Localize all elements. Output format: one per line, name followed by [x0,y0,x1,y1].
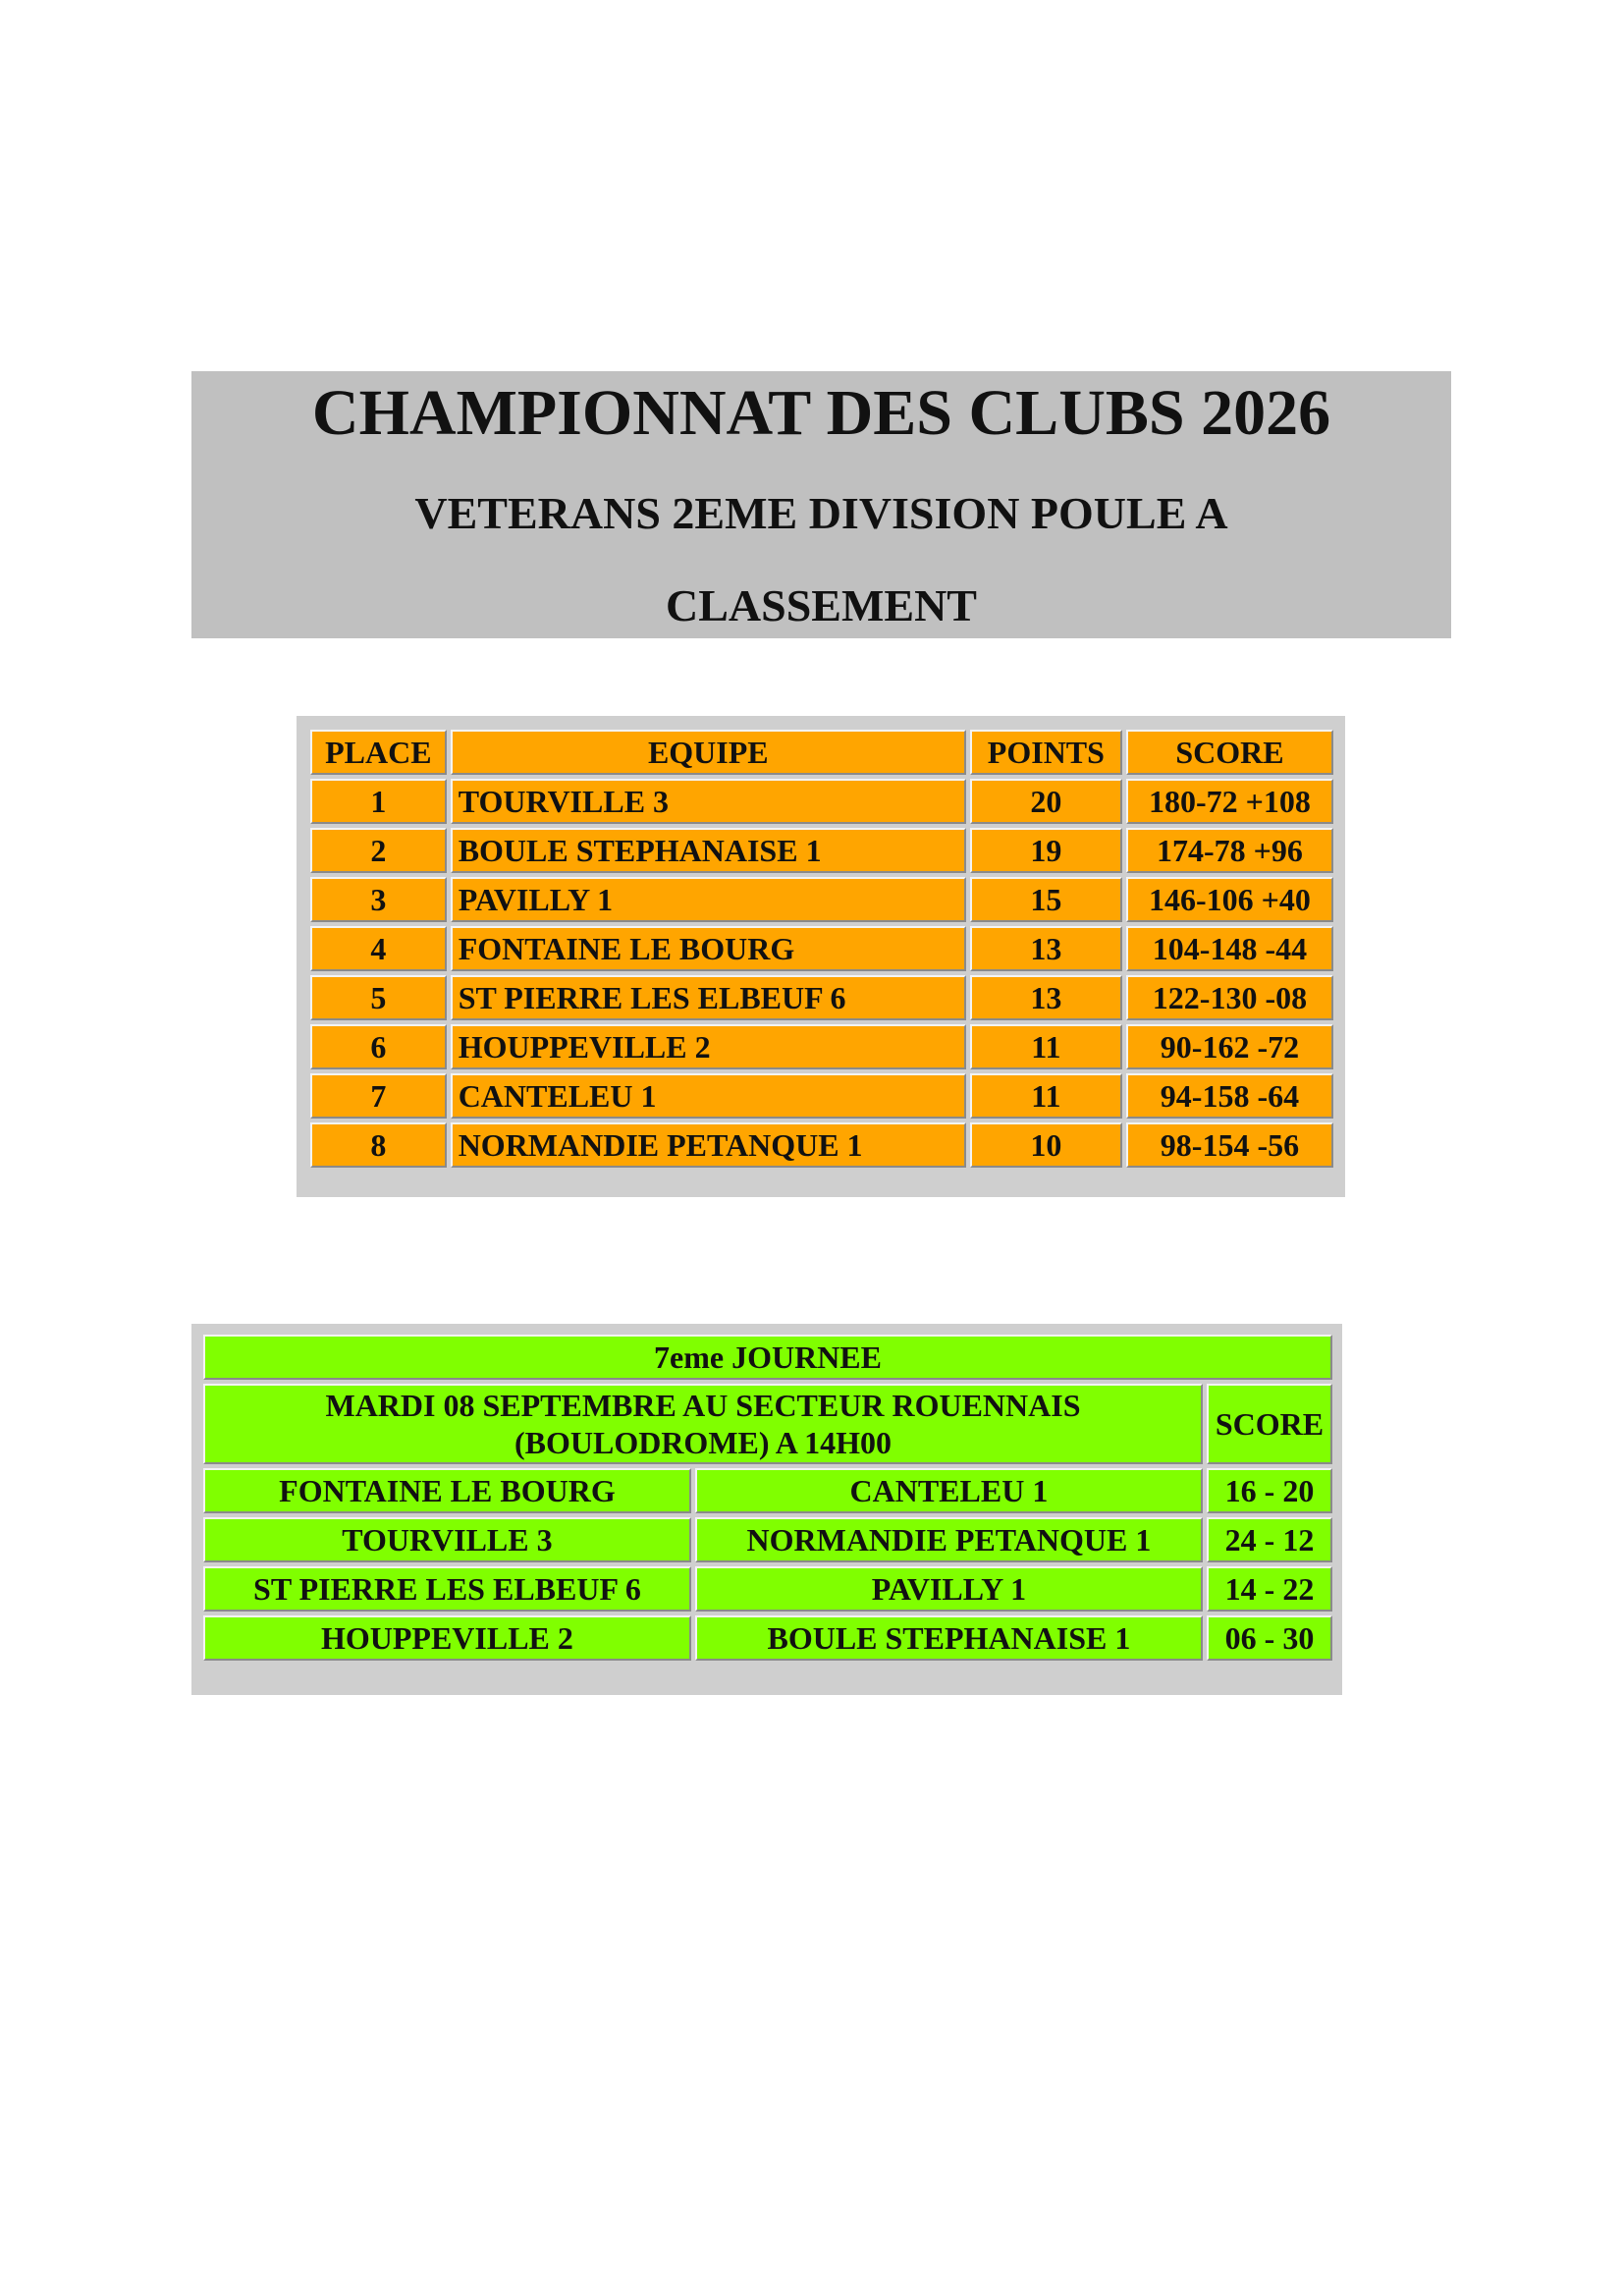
ranking-team: BOULE STEPHANAISE 1 [451,828,966,873]
ranking-table-panel [297,716,1345,1197]
match-score: 16 - 20 [1207,1468,1332,1513]
matchday-table [199,1331,1336,1665]
ranking-points: 10 [970,1122,1122,1168]
match-row [203,1517,1332,1562]
ranking-row [310,779,1333,824]
ranking-score: 98-154 -56 [1126,1122,1333,1168]
matchday-venue-time: (BOULODROME) A 14H00 [514,1425,892,1460]
match-home-team: TOURVILLE 3 [203,1517,691,1562]
ranking-score: 122-130 -08 [1126,975,1333,1020]
match-score: 06 - 30 [1207,1615,1332,1661]
ranking-place: 1 [310,779,447,824]
ranking-team: FONTAINE LE BOURG [451,926,966,971]
matchday-title: 7eme JOURNEE [203,1335,1332,1380]
ranking-row [310,1122,1333,1168]
ranking-score: 180-72 +108 [1126,779,1333,824]
matchday-date-venue: MARDI 08 SEPTEMBRE AU SECTEUR ROUENNAIS [325,1388,1081,1423]
match-home-team: FONTAINE LE BOURG [203,1468,691,1513]
ranking-points: 20 [970,779,1122,824]
ranking-team: TOURVILLE 3 [451,779,966,824]
match-home-team: ST PIERRE LES ELBEUF 6 [203,1566,691,1612]
ranking-place: 8 [310,1122,447,1168]
match-away-team: CANTELEU 1 [695,1468,1203,1513]
section-title: CLASSEMENT [666,580,977,630]
page-header [191,371,1451,638]
match-row [203,1566,1332,1612]
ranking-row [310,975,1333,1020]
col-header-place: PLACE [310,730,447,775]
match-row [203,1615,1332,1661]
match-score: 24 - 12 [1207,1517,1332,1562]
ranking-row [310,828,1333,873]
match-away-team: NORMANDIE PETANQUE 1 [695,1517,1203,1562]
ranking-score: 104-148 -44 [1126,926,1333,971]
ranking-team: ST PIERRE LES ELBEUF 6 [451,975,966,1020]
ranking-team: PAVILLY 1 [451,877,966,922]
ranking-points: 11 [970,1073,1122,1119]
ranking-row [310,877,1333,922]
ranking-points: 13 [970,926,1122,971]
match-away-team: PAVILLY 1 [695,1566,1203,1612]
ranking-points: 19 [970,828,1122,873]
ranking-team: HOUPPEVILLE 2 [451,1024,966,1069]
ranking-score: 94-158 -64 [1126,1073,1333,1119]
ranking-place: 5 [310,975,447,1020]
col-header-score: SCORE [1126,730,1333,775]
matchday-info-row [203,1384,1332,1464]
match-row [203,1468,1332,1513]
col-header-points: POINTS [970,730,1122,775]
page-title: CHAMPIONNAT DES CLUBS 2026 [311,377,1331,449]
ranking-score: 174-78 +96 [1126,828,1333,873]
ranking-points: 11 [970,1024,1122,1069]
ranking-place: 3 [310,877,447,922]
ranking-score: 90-162 -72 [1126,1024,1333,1069]
match-home-team: HOUPPEVILLE 2 [203,1615,691,1661]
ranking-place: 2 [310,828,447,873]
ranking-score: 146-106 +40 [1126,877,1333,922]
matchday-info [203,1384,1203,1464]
matchday-title-row [203,1335,1332,1380]
ranking-points: 15 [970,877,1122,922]
ranking-place: 7 [310,1073,447,1119]
ranking-table [306,726,1337,1172]
col-header-team: EQUIPE [451,730,966,775]
ranking-team: NORMANDIE PETANQUE 1 [451,1122,966,1168]
match-score: 14 - 22 [1207,1566,1332,1612]
division-subtitle: VETERANS 2EME DIVISION POULE A [414,488,1228,538]
score-column-header: SCORE [1207,1384,1332,1464]
ranking-row [310,1024,1333,1069]
ranking-team: CANTELEU 1 [451,1073,966,1119]
ranking-row [310,926,1333,971]
ranking-place: 4 [310,926,447,971]
ranking-points: 13 [970,975,1122,1020]
ranking-row [310,1073,1333,1119]
match-away-team: BOULE STEPHANAISE 1 [695,1615,1203,1661]
matchday-table-panel [191,1324,1342,1695]
ranking-place: 6 [310,1024,447,1069]
ranking-header-row [310,730,1333,775]
